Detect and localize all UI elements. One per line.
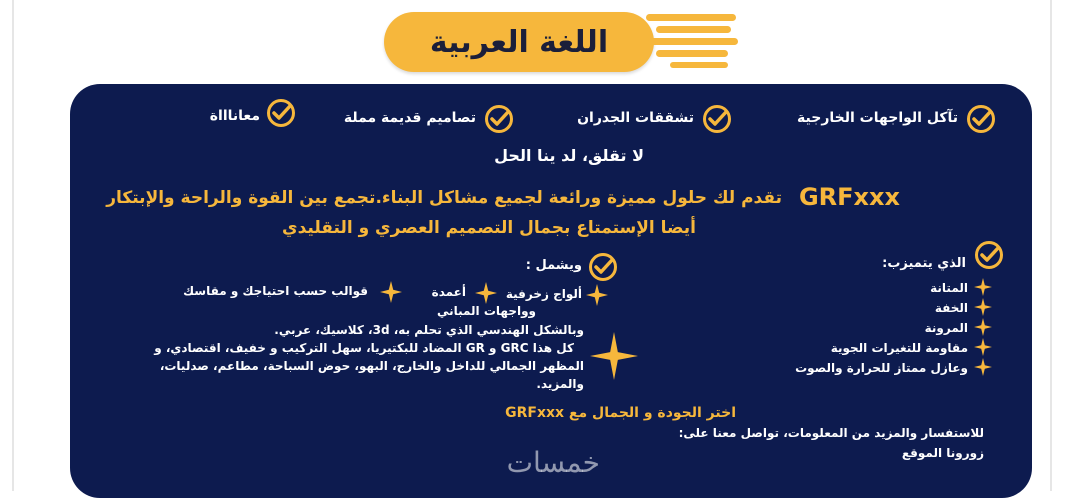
tagline: لا تقلق، لد ينا الحل	[494, 146, 644, 165]
includes-desc-line-1: كل هذا GRC و GR المضاد للبكتيريا، سهل التركيب و خفيف، اقتصادي، و	[154, 341, 574, 355]
sparkle-icon	[586, 284, 608, 306]
sparkle-icon	[974, 278, 992, 296]
watermark-logo: خمسات	[506, 446, 600, 479]
feature-item: المتانة	[930, 281, 968, 295]
check-icon	[702, 104, 732, 134]
sparkle-icon	[974, 318, 992, 336]
check-icon	[266, 98, 296, 128]
feature-item: وعازل ممتاز للحرارة والصوت	[795, 361, 968, 375]
includes-shape-line: وبالشكل الهندسي الذي تحلم به، 3d، كلاسيك، عربي.	[274, 323, 584, 337]
feature-item: المرونة	[924, 321, 968, 335]
check-icon	[974, 240, 1004, 270]
intro-line-1: تقدم لك حلول مميزة ورائعة لجميع مشاكل البناء.تجمع بين القوة والراحة والإبتكار	[106, 188, 782, 208]
intro-line-2: أيضا الإستمتاع بجمال التصميم العصري و التقليدي	[281, 218, 696, 238]
speed-lines-icon	[626, 10, 741, 70]
includes-item-panels: ألواج زخرفية	[505, 287, 582, 301]
includes-desc-line-2: المظهر الجمالي للداخل والخارج، البهو، حوض السباحة، مطاعم، صدليات،	[159, 359, 584, 373]
problem-facade-erosion: تآكل الواجهات الخارجية	[797, 110, 958, 126]
check-icon	[484, 104, 514, 134]
check-icon	[966, 104, 996, 134]
sparkle-icon	[974, 298, 992, 316]
feature-item: مقاومة للتغيرات الجوية	[830, 341, 968, 355]
includes-desc-line-3: والمزيد.	[536, 377, 584, 391]
sparkle-icon	[974, 338, 992, 356]
includes-item-columns: أعمدة	[431, 285, 466, 299]
includes-heading: ويشمل :	[525, 258, 582, 273]
sparkle-icon	[380, 281, 402, 303]
sparkle-icon	[974, 358, 992, 376]
includes-item-molds: قوالب حسب احتياجك و مقاسك	[183, 284, 368, 298]
page-border-left	[12, 0, 14, 491]
sparkle-icon	[590, 332, 638, 380]
problem-wall-cracks: تشققات الجدران	[577, 110, 694, 126]
features-heading: الذي يتميزب:	[882, 256, 966, 271]
visit-line: زورونا الموقع	[901, 446, 984, 460]
check-icon	[588, 252, 618, 282]
page-border-right	[1050, 0, 1052, 491]
header-banner	[384, 12, 654, 72]
problem-suffering: معاناااة	[209, 108, 260, 124]
sparkle-icon	[475, 282, 497, 304]
info-card	[70, 84, 1032, 498]
problem-boring-designs: تصاميم قديمة مملة	[343, 110, 476, 126]
cta-text: اختر الجودة و الجمال مع GRFxxx	[505, 405, 736, 421]
feature-item: الخفة	[934, 301, 968, 315]
includes-facades: وواجهات المباني	[436, 304, 536, 318]
contact-line: للاستفسار والمزيد من المعلومات، تواصل معنا على:	[678, 426, 984, 440]
header-title: اللغة العربية	[429, 24, 609, 60]
brand-name: GRFxxx	[798, 183, 900, 211]
